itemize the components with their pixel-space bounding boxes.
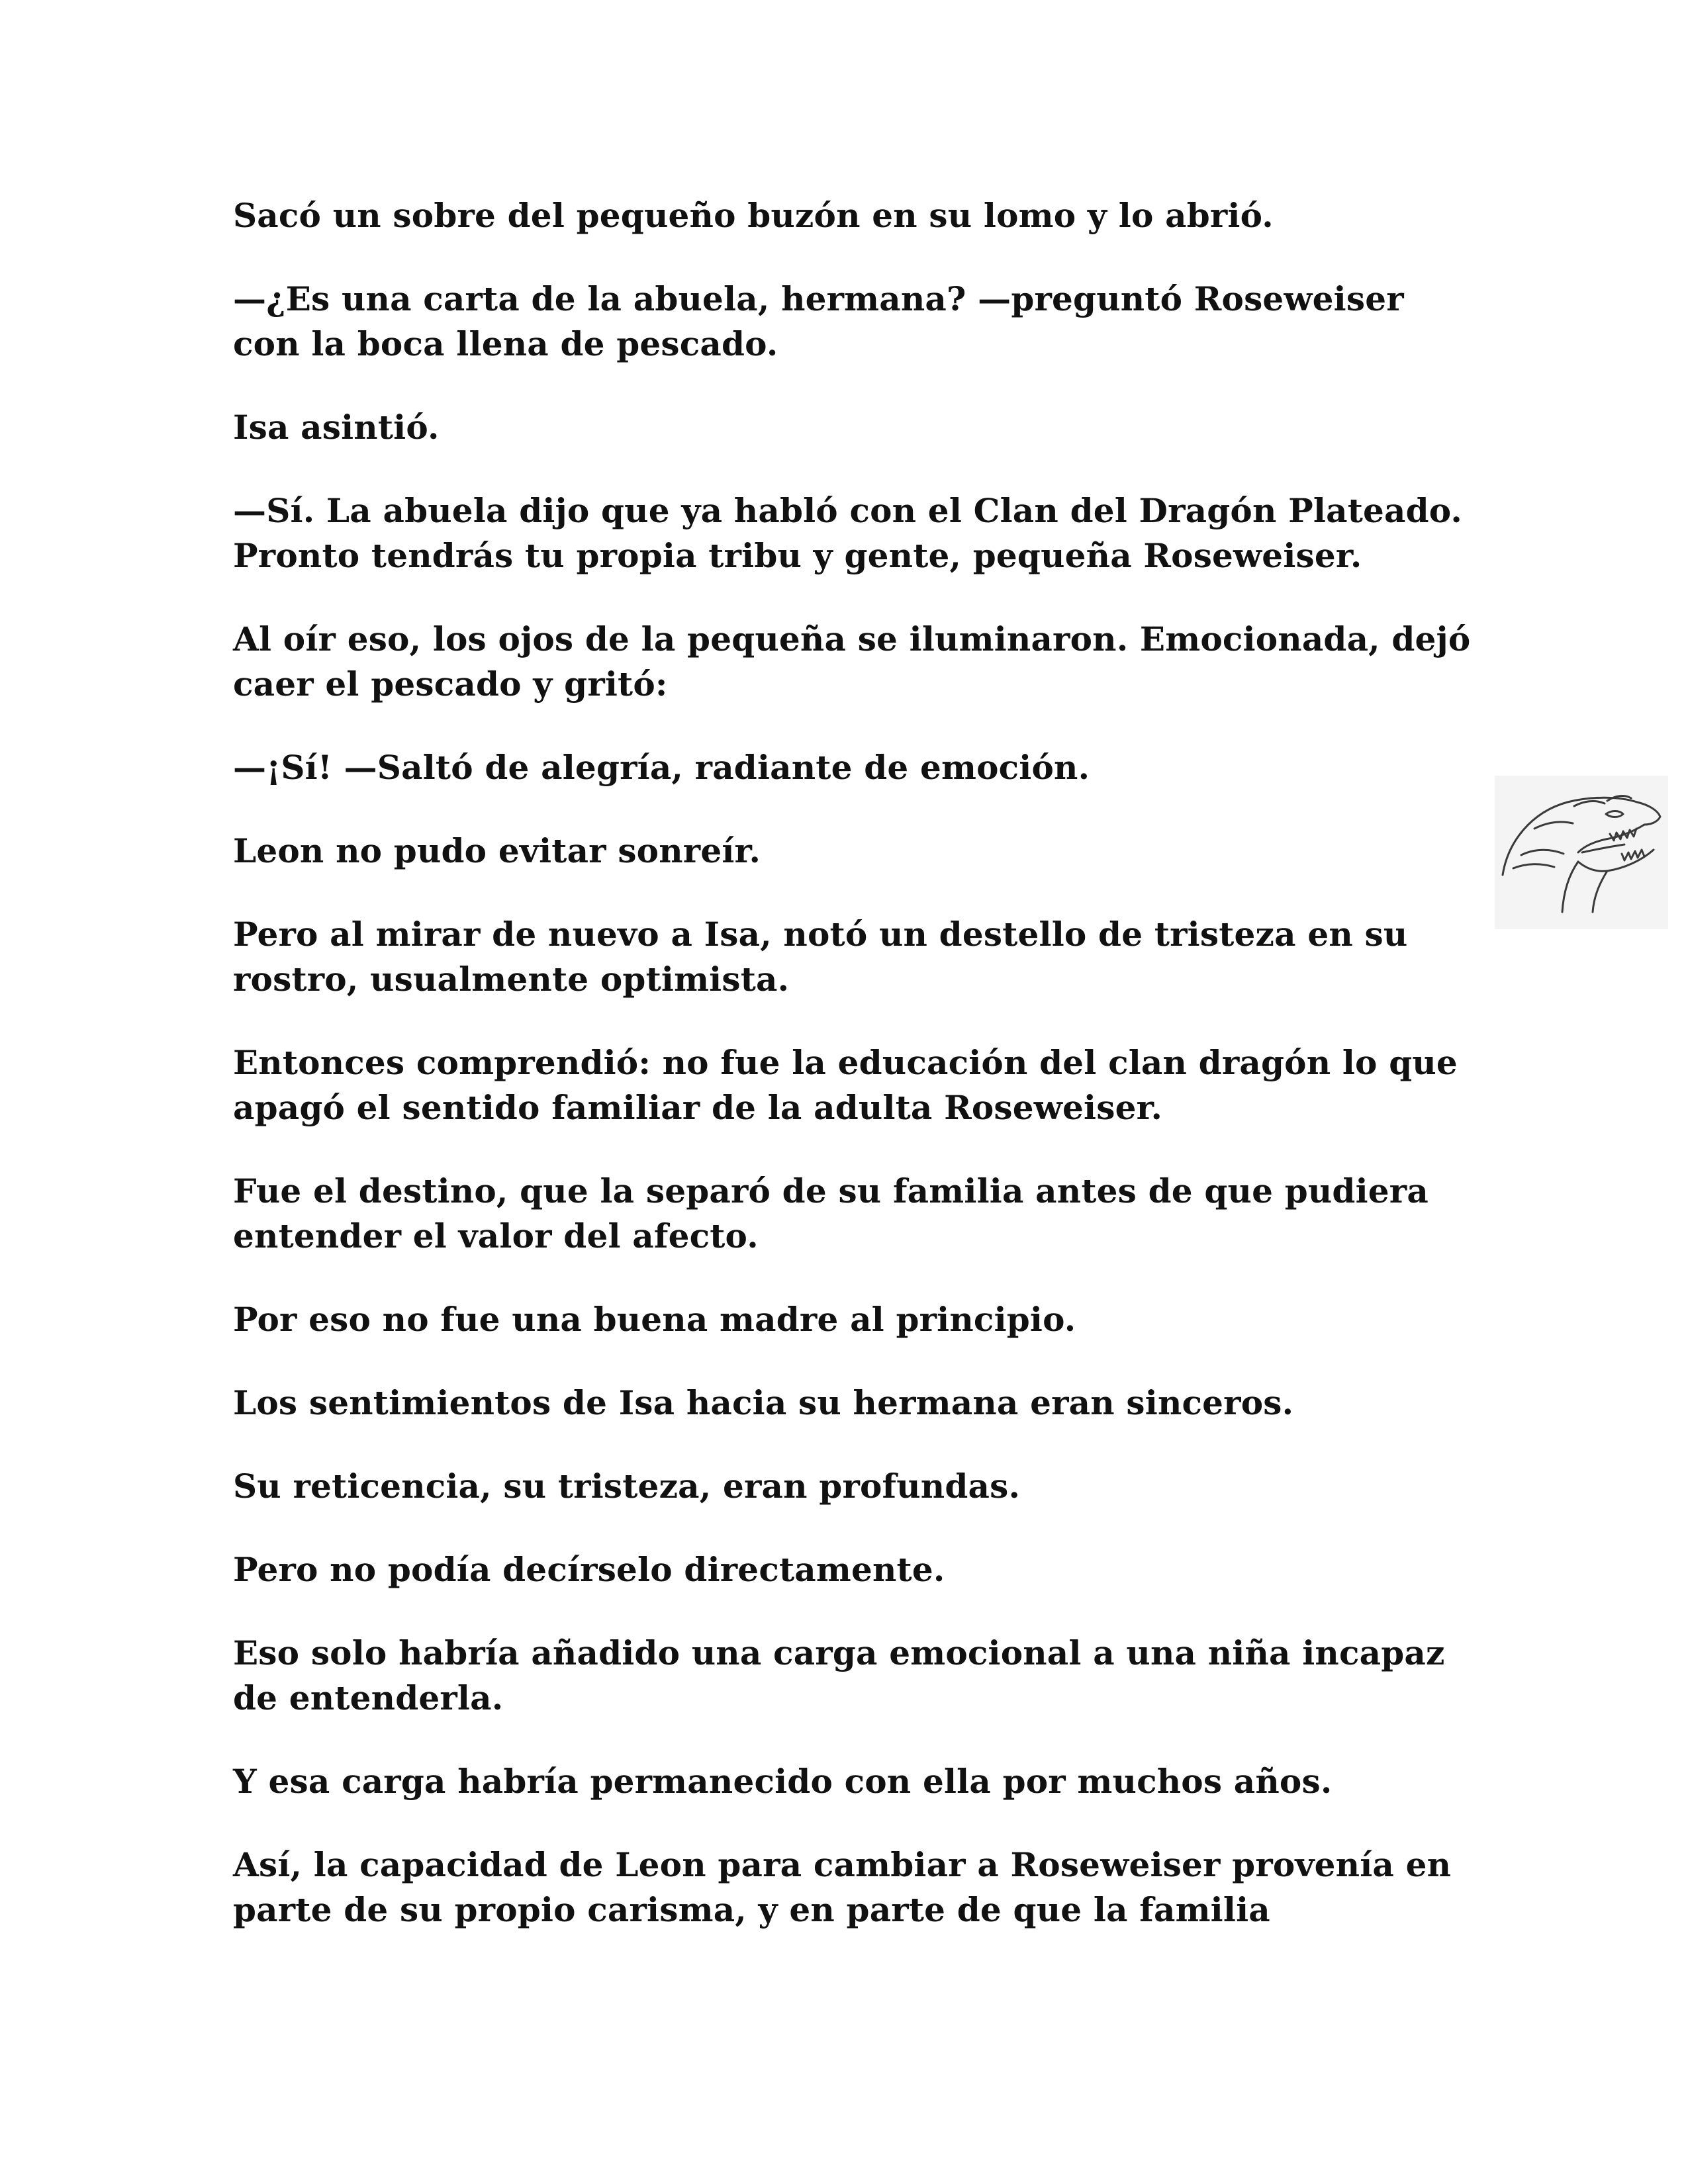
- paragraph-11: Por eso no fue una buena madre al principio.: [233, 1300, 1076, 1339]
- paragraph-12: Los sentimientos de Isa hacia su hermana eran sinceros.: [233, 1383, 1294, 1422]
- paragraph-16: Y esa carga habría permanecido con ella por muchos años.: [233, 1762, 1333, 1801]
- paragraph-6: —¡Sí! —Saltó de alegría, radiante de emoción.: [233, 748, 1090, 787]
- paragraph-10: Fue el destino, que la separó de su familia antes de que pudiera entender el valor del afecto.: [233, 1171, 1429, 1255]
- paragraph-13: Su reticencia, su tristeza, eran profundas.: [233, 1467, 1021, 1506]
- body-text: [233, 193, 1477, 1971]
- paragraph-3: Isa asintió.: [233, 408, 440, 447]
- paragraph-9: Entonces comprendió: no fue la educación del clan dragón lo que apagó el sentido familiar de la adulta Roseweiser.: [233, 1043, 1458, 1127]
- paragraph-15: Eso solo habría añadido una carga emocional a una niña incapaz de entenderla.: [233, 1633, 1445, 1717]
- paragraph-14: Pero no podía decírselo directamente.: [233, 1550, 945, 1589]
- paragraph-5: Al oír eso, los ojos de la pequeña se iluminaron. Emocionada, dejó caer el pescado y gritó:: [233, 619, 1471, 704]
- paragraph-1: Sacó un sobre del pequeño buzón en su lomo y lo abrió.: [233, 196, 1274, 235]
- paragraph-17: Así, la capacidad de Leon para cambiar a Roseweiser provenía en parte de su propio carisma, y en parte de que la familia: [233, 1845, 1452, 1929]
- paragraph-2: —¿Es una carta de la abuela, hermana? —preguntó Roseweiser con la boca llena de pescado.: [233, 279, 1404, 363]
- dragon-head-sketch-icon: [1495, 776, 1668, 929]
- paragraph-7: Leon no pudo evitar sonreír.: [233, 831, 761, 870]
- paragraph-4: —Sí. La abuela dijo que ya habló con el Clan del Dragón Plateado. Pronto tendrás tu propia tribu y gente, pequeña Roseweiser.: [233, 491, 1463, 575]
- paragraph-8: Pero al mirar de nuevo a Isa, notó un destello de tristeza en su rostro, usualmente optimista.: [233, 915, 1408, 999]
